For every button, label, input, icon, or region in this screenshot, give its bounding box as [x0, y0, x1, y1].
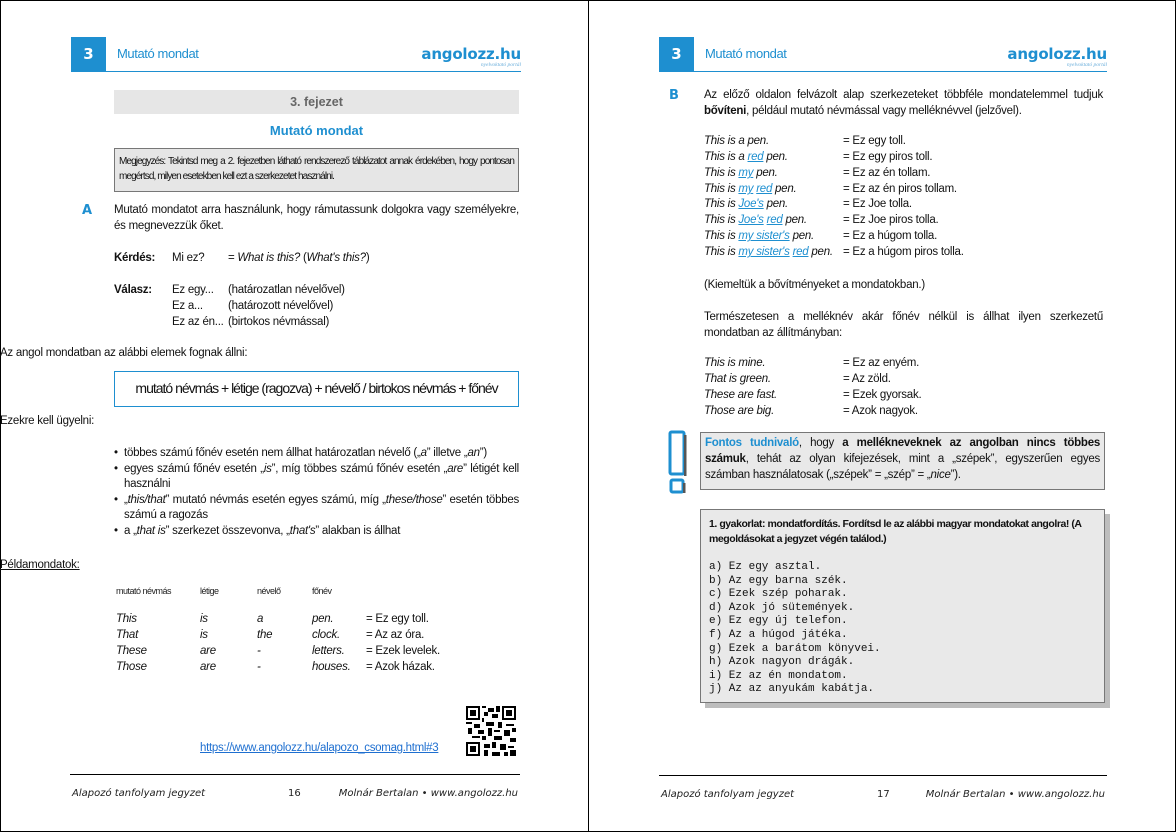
- attention-list: [114, 446, 519, 539]
- list-item: • „this/that” mutató névmás esetén egyes számú, míg „these/those” esetén többes számú a ragozás: [114, 493, 519, 524]
- predicate-intro: Természetesen a melléknév akár főnév nélkül is állhat ilyen szerkezetű mondatban az állítmányban:: [704, 311, 1103, 339]
- answer-note: (birtokos névmással): [228, 316, 330, 328]
- chapter-heading: Mutató mondat: [269, 123, 364, 138]
- footer-author: Molnár Bertalan • www.angolozz.hu: [925, 789, 1105, 800]
- equals-sign: =: [228, 252, 238, 264]
- answer-label: Válasz:: [114, 284, 152, 296]
- question-row: [114, 251, 369, 267]
- exercise-item: f) Az a húgod játéka.: [709, 628, 848, 641]
- exercise-list: [709, 561, 1096, 697]
- section-letter-b: B: [669, 88, 679, 103]
- list-item: • a „that is” szerkezet összevonva, „that's” alakban is állhat: [114, 524, 519, 540]
- chapter-number-badge: 3: [71, 37, 106, 72]
- list-item: • egyes számú főnév esetén „is”, míg többes számú főnév esetén „are” létigét kell használni: [114, 462, 519, 493]
- brand-name: angolozz.hu: [1007, 45, 1107, 63]
- chapter-title: Mutató mondat: [117, 46, 199, 61]
- answer-hu: Ez egy...: [172, 284, 214, 296]
- answer-note: (határozott névelővel): [228, 300, 334, 312]
- page-header: [71, 37, 521, 72]
- answer-row: [114, 299, 333, 315]
- chapter-link[interactable]: https://www.angolozz.hu/alapozo_csomag.html#3: [200, 742, 439, 754]
- exercise-item: g) Ezek a barátom könyvei.: [709, 642, 881, 655]
- qr-code-icon[interactable]: [466, 706, 516, 756]
- section-b-intro: Az előző oldalon felvázolt alap szerkezeteket többféle mondatelemmel tudjuk bővíteni, például mutató névmással vagy melléknévvel (jelzővel).: [704, 89, 1103, 117]
- section-a-intro: Mutató mondatot arra használunk, hogy rámutassunk dolgokra vagy személyekre, és megnevezzük őket.: [114, 204, 519, 232]
- exercise-item: j) Az az anyukám kabátja.: [709, 683, 875, 696]
- examples-title: Példamondatok:: [0, 559, 80, 571]
- list-item: • többes számú főnév esetén nem állhat határozatlan névelő („a” illetve „an”): [114, 446, 519, 462]
- answer-hu: Ez az én...: [172, 316, 224, 328]
- chapter-bar: 3. fejezet: [114, 90, 519, 114]
- exercise-item: d) Azok jó sütemények.: [709, 601, 855, 614]
- exercise-item: i) Ez az én mondatom.: [709, 669, 848, 682]
- note-box: Megjegyzés: Tekintsd meg a 2. fejezetben látható rendszerező táblázatot annak érdekében, hogy pontosan megértsd, milyen esetekben kell ezt a szerkezetet használni.: [114, 148, 519, 192]
- formula-box: mutató névmás + létige (ragozva) + névelő / birtokos névmás + főnév: [114, 371, 519, 407]
- examples-header-verb: létige: [200, 586, 219, 596]
- examples-header-article: névelő: [257, 586, 281, 596]
- important-note-box: Fontos tudnivaló, hogy a mellékneveknek az angolban nincs többes számuk, tehát az olyan kifejezések, mint a „szépek”, egyszerűen egyes számban használatosak („szépek” = „szép” = „nice”).: [700, 432, 1105, 490]
- exercise-item: b) Az egy barna szék.: [709, 574, 848, 587]
- highlight-note: (Kiemeltük a bővítményeket a mondatokban.): [704, 279, 925, 291]
- paren-close: ): [365, 252, 370, 264]
- answer-note: (határozatlan névelővel): [228, 284, 345, 296]
- page-footer: [659, 775, 1107, 805]
- examples-header-pronoun: mutató névmás: [116, 586, 172, 596]
- brand-logo: [1007, 46, 1107, 68]
- exclamation-icon: [666, 430, 688, 494]
- section-letter-a: A: [82, 203, 93, 218]
- paren-open: (: [300, 252, 307, 264]
- page-number: 16: [288, 788, 301, 799]
- question-hu: Mi ez?: [172, 252, 205, 264]
- elements-intro: Az angol mondatban az alábbi elemek fognak állni:: [0, 347, 248, 359]
- question-label: Kérdés:: [114, 252, 156, 264]
- exercise-item: e) Ez egy új telefon.: [709, 615, 848, 628]
- footer-title: Alapozó tanfolyam jegyzet: [661, 789, 795, 800]
- exercise-title: 1. gyakorlat: mondatfordítás. Fordítsd le az alábbi magyar mondatokat angolra! (A megoldásokat a jegyzet végén találod.): [709, 518, 1082, 545]
- exercise-item: a) Ez egy asztal.: [709, 561, 822, 573]
- question-en-short: What's this?: [306, 252, 366, 264]
- exercise-item: h) Azok nagyon drágák.: [709, 656, 855, 669]
- brand-logo: [421, 46, 521, 68]
- chapter-title: Mutató mondat: [705, 46, 787, 61]
- answer-row: [114, 283, 345, 299]
- brand-subtitle: nyelvoktató portál: [480, 62, 521, 68]
- question-en: What is this?: [237, 252, 300, 264]
- chapter-number-badge: 3: [659, 37, 694, 72]
- answer-row: [114, 315, 329, 331]
- examples-header-noun: főnév: [312, 586, 332, 596]
- brand-subtitle: nyelvoktató portál: [1066, 62, 1107, 68]
- exercise-item: c) Ezek szép poharak.: [709, 588, 848, 601]
- footer-author: Molnár Bertalan • www.angolozz.hu: [338, 788, 518, 799]
- footer-title: Alapozó tanfolyam jegyzet: [72, 788, 206, 799]
- brand-name: angolozz.hu: [421, 45, 521, 63]
- exercise-box: [700, 509, 1105, 703]
- page-header: [659, 37, 1107, 72]
- page-number: 17: [877, 789, 890, 800]
- answer-hu: Ez a...: [172, 300, 203, 312]
- attention-intro: Ezekre kell ügyelni:: [0, 415, 95, 427]
